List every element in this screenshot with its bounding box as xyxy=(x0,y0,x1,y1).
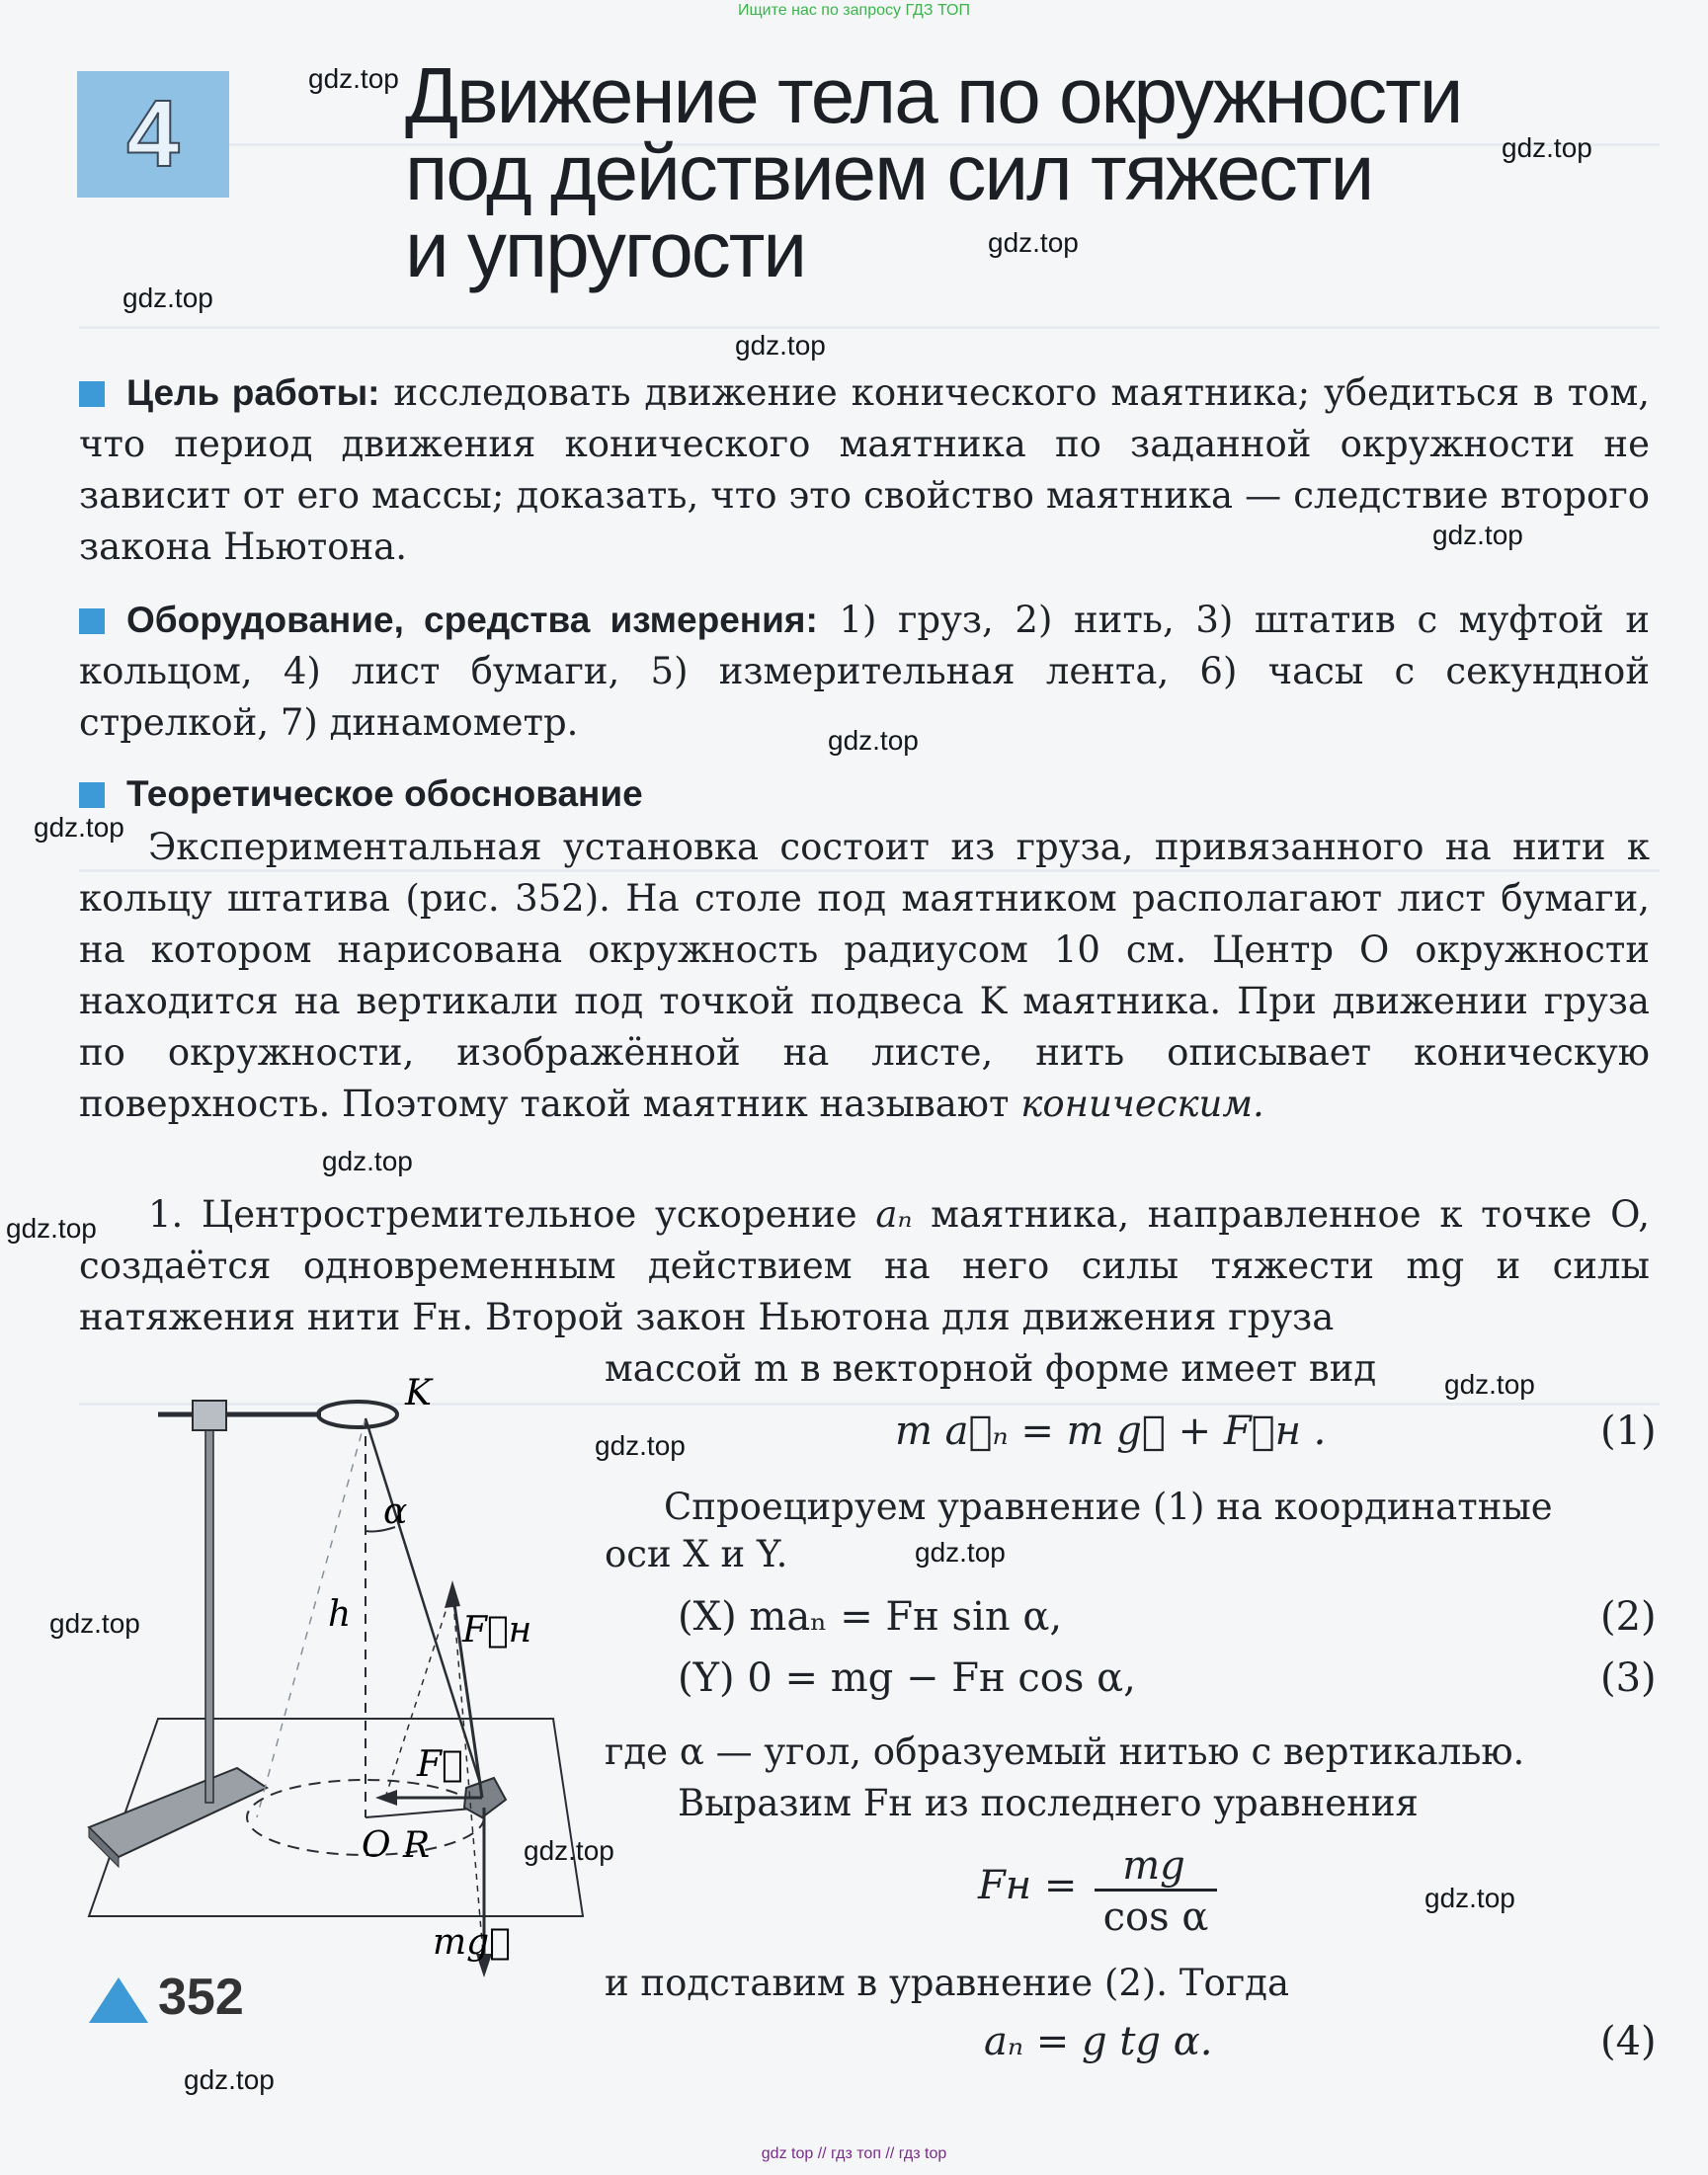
thread xyxy=(366,1418,484,1796)
watermark[interactable]: gdz.top xyxy=(828,725,919,756)
watermark[interactable]: gdz.top xyxy=(1444,1369,1535,1400)
bullet-square-icon xyxy=(79,381,105,407)
figure-triangle-icon xyxy=(89,1977,148,2023)
fraction-denominator: cos α xyxy=(1102,1894,1209,1940)
watermark[interactable]: gdz.top xyxy=(524,1835,614,1866)
clamp-coupling xyxy=(193,1401,226,1430)
equipment-text: 1) груз, 2) нить, 3) штатив с муфтой и кольцом, 4) лист бумаги, 5) измерительная лента, 6) часы с секундной стрелкой, 7) динамометр. xyxy=(79,599,1650,744)
watermark[interactable]: gdz.top xyxy=(308,63,399,94)
vector-F-arrowhead xyxy=(375,1790,397,1806)
equation-3: (Y) 0 = mg − Fн cos α, xyxy=(678,1655,1136,1701)
watermark[interactable]: gdz.top xyxy=(122,282,213,313)
ring xyxy=(318,1402,397,1427)
watermark[interactable]: gdz.top xyxy=(49,1608,140,1639)
watermark[interactable]: gdz.top xyxy=(1424,1883,1515,1913)
figure-number: 352 xyxy=(158,1969,244,2026)
title-line: Движение тела по окружности xyxy=(405,51,1462,139)
where-text: где α — угол, образуемый нитью с вертикалью. xyxy=(605,1731,1525,1773)
label-alpha: α xyxy=(383,1491,408,1532)
equation-4: aₙ = g tg α. xyxy=(984,2019,1213,2064)
equation-4-number: (4) xyxy=(1600,2019,1657,2064)
equipment-label: Оборудование, средства измерения: xyxy=(126,600,818,640)
watermark[interactable]: gdz.top xyxy=(322,1146,413,1176)
express-text: Выразим Fн из последнего уравнения xyxy=(678,1782,1419,1824)
figure-conical-pendulum xyxy=(69,1353,603,1985)
theory-p2-start: 1. Центростремительное ускорение xyxy=(148,1193,857,1236)
bottom-banner[interactable]: gdz top // гдз топ // гдз top xyxy=(761,2145,947,2162)
stand-rod xyxy=(205,1412,213,1803)
equation-1-number: (1) xyxy=(1600,1409,1657,1454)
section-number-badge xyxy=(77,71,229,198)
theory-p1-text: Экспериментальная установка состоит из груза, привязанного на нити к кольцу штатива (рис. 352). На столе под маятником располагают лист бумаги, на котором нарисована окружность радиусом 10 см. Центр O окружности находится на вертикали под точкой подвеса K маятника. При движении груза по окружности, изображённой на листе, нить описывает коническую поверхность. Поэтому такой маятник называют xyxy=(79,826,1650,1125)
theory-paragraph-2 xyxy=(79,1189,1650,1343)
watermark[interactable]: gdz.top xyxy=(34,812,124,843)
theory-p2-mid: маятника, направленное к точке O, создаётся одновременным действием на него силы тяжести mg и силы натяжения нити Fн. Второй закон Ньютона для движения груза xyxy=(79,1193,1650,1338)
fraction-numerator: mg xyxy=(1122,1843,1185,1889)
bullet-square-icon xyxy=(79,608,105,634)
top-banner[interactable]: Ищите нас по запросу ГДЗ ТОП xyxy=(738,2,970,19)
label-K: K xyxy=(405,1373,432,1413)
theory-heading-row xyxy=(79,768,1650,820)
watermark[interactable]: gdz.top xyxy=(915,1537,1006,1568)
watermark[interactable]: gdz.top xyxy=(1432,520,1523,550)
goal-text: исследовать движение конического маятника; убедиться в том, что период движения конического маятника по заданной окружности не зависит от его массы; доказать, что это свойство маятника — следствие второго закона Ньютона. xyxy=(79,371,1650,568)
watermark[interactable]: gdz.top xyxy=(988,227,1079,258)
substitute-text: и подставим в уравнение (2). Тогда xyxy=(605,1962,1290,2004)
goal-label: Цель работы: xyxy=(126,372,380,413)
theory-heading: Теоретическое обоснование xyxy=(126,773,643,814)
fraction-lhs: Fн = xyxy=(978,1863,1078,1908)
goal-paragraph xyxy=(79,367,1650,573)
theory-p2-right: массой m в векторной форме имеет вид xyxy=(605,1347,1377,1390)
stand-base xyxy=(89,1768,267,1857)
watermark[interactable]: gdz.top xyxy=(6,1213,97,1244)
label-R: R xyxy=(403,1825,431,1866)
label-F: F⃗ xyxy=(417,1744,463,1785)
project-text-2: оси X и Y. xyxy=(605,1533,788,1575)
bleed-line xyxy=(79,326,1660,329)
fraction-bar xyxy=(1095,1889,1217,1892)
equation-2-number: (2) xyxy=(1600,1594,1657,1640)
watermark[interactable]: gdz.top xyxy=(735,330,826,361)
theory-p1-italic: коническим. xyxy=(1020,1083,1264,1125)
theory-paragraph-1 xyxy=(79,822,1650,1130)
equation-2: (X) maₙ = Fн sin α, xyxy=(678,1594,1063,1640)
title-line: под действием сил тяжести xyxy=(405,128,1373,216)
bullet-square-icon xyxy=(79,782,105,808)
watermark[interactable]: gdz.top xyxy=(595,1430,686,1461)
project-text-1: Спроецируем уравнение (1) на координатные xyxy=(664,1486,1553,1528)
section-number: 4 xyxy=(126,81,180,187)
label-O: O xyxy=(362,1825,391,1866)
watermark[interactable]: gdz.top xyxy=(1502,132,1592,163)
label-Fn: F⃗н xyxy=(462,1610,532,1651)
watermark[interactable]: gdz.top xyxy=(184,2064,275,2095)
label-h: h xyxy=(328,1594,352,1635)
label-mg: mg⃗ xyxy=(433,1922,511,1963)
equation-1: m a⃗ₙ = m g⃗ + F⃗н . xyxy=(895,1409,1327,1454)
title-line: и упругости xyxy=(405,205,806,293)
equation-3-number: (3) xyxy=(1600,1655,1657,1701)
theory-p2-an: aₙ xyxy=(875,1193,913,1236)
